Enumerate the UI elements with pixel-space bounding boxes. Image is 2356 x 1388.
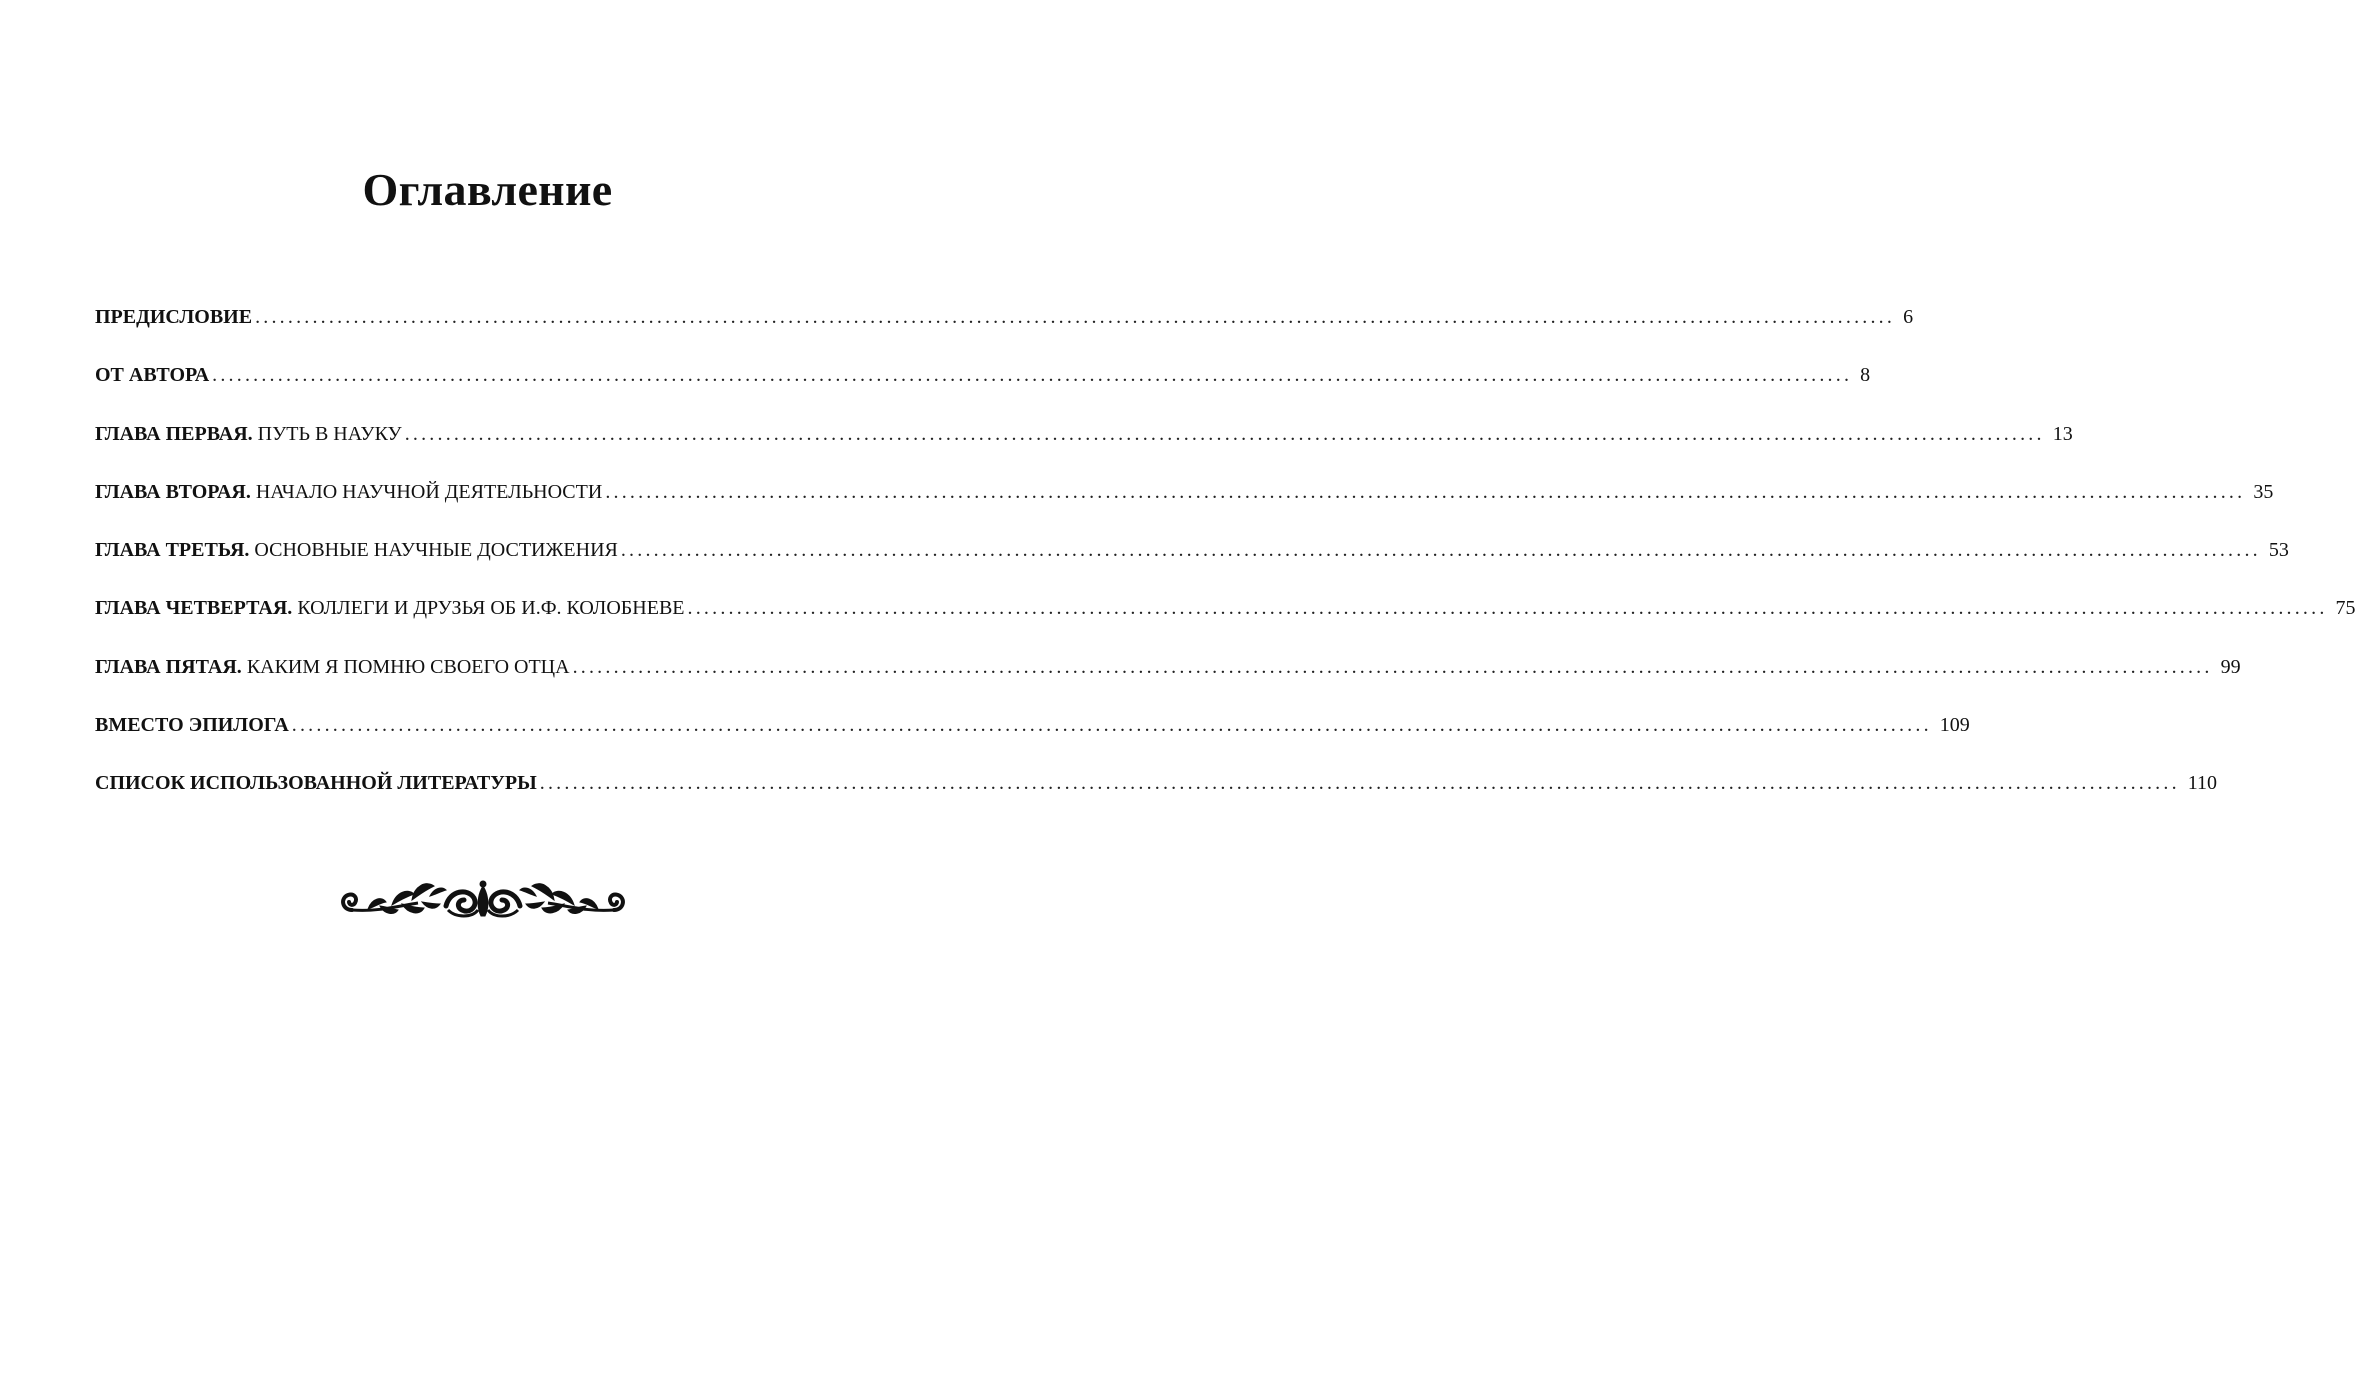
- toc-entry-from-author[interactable]: [95, 358, 1871, 416]
- right-curl: [610, 895, 623, 910]
- toc-entry-label: [95, 358, 209, 392]
- toc-entry-heading: ГЛАВА ВТОРАЯ.: [95, 480, 251, 503]
- center-right-curl: [491, 892, 520, 911]
- toc-entry-subtitle: КАКИМ Я ПОМНЮ СВОЕГО ОТЦА: [241, 655, 570, 678]
- toc-entry-chapter-1[interactable]: [95, 417, 2073, 475]
- dot-leader: ........................................................................................................................................................................................................: [539, 772, 2180, 795]
- center-dot: [480, 881, 486, 887]
- toc-entry-chapter-3[interactable]: [95, 533, 2289, 591]
- toc-entry-label: [95, 708, 289, 742]
- leaf: [526, 902, 544, 908]
- toc-entry-label: [95, 591, 685, 625]
- toc-page-number: 35: [2253, 480, 2274, 503]
- dot-leader: ........................................................................................................................................................................................................: [255, 306, 1896, 328]
- toc-entry-heading: СПИСОК ИСПОЛЬЗОВАННОЙ ЛИТЕРАТУРЫ: [95, 772, 537, 795]
- dot-leader: ........................................................................................................................................................................................................: [572, 655, 2213, 678]
- toc-entry-label: [95, 533, 618, 567]
- toc-entry-heading: ВМЕСТО ЭПИЛОГА: [95, 714, 289, 737]
- dot-leader: ........................................................................................................................................................................................................: [687, 597, 2328, 620]
- toc-entry-chapter-4[interactable]: [95, 591, 2356, 649]
- toc-entry-chapter-2[interactable]: [95, 475, 2274, 533]
- leaf: [412, 884, 434, 900]
- page-title: Оглавление: [362, 164, 613, 215]
- leaf: [422, 902, 440, 908]
- toc-entry-heading: ГЛАВА ЧЕТВЕРТАЯ.: [95, 597, 293, 620]
- toc-entry-heading: ГЛАВА ПЯТАЯ.: [95, 655, 242, 678]
- ornament-group: [343, 881, 623, 916]
- toc-entry-preface[interactable]: [95, 300, 1914, 358]
- table-of-contents: [95, 300, 2356, 825]
- leaf: [532, 884, 554, 900]
- dot-leader: ........................................................................................................................................................................................................: [212, 364, 1853, 387]
- left-curl: [343, 895, 356, 910]
- toc-page-number: 99: [2220, 655, 2241, 678]
- toc-entry-heading: ГЛАВА ПЕРВАЯ.: [95, 422, 253, 445]
- toc-page-number: 75: [2335, 597, 2356, 620]
- center-left-curl: [446, 892, 475, 911]
- toc-entry-subtitle: ОСНОВНЫЕ НАУЧНЫЕ ДОСТИЖЕНИЯ: [249, 539, 618, 562]
- floral-divider-icon: [338, 876, 628, 928]
- toc-page-number: 8: [1860, 364, 1871, 387]
- toc-entry-subtitle: НАЧАЛО НАУЧНОЙ ДЕЯТЕЛЬНОСТИ: [250, 480, 603, 503]
- toc-entry-subtitle: ПУТЬ В НАУКУ: [252, 422, 402, 445]
- toc-page-number: 13: [2052, 422, 2073, 445]
- toc-page-number: 110: [2187, 772, 2218, 795]
- dot-leader: ........................................................................................................................................................................................................: [620, 539, 2261, 562]
- toc-page-number: 6: [1903, 306, 1914, 328]
- center-finial: [478, 886, 488, 916]
- toc-entry-heading: ПРЕДИСЛОВИЕ: [95, 306, 253, 328]
- dot-leader: ........................................................................................................................................................................................................: [291, 714, 1932, 737]
- toc-entry-chapter-5[interactable]: [95, 650, 2241, 708]
- toc-entry-label: [95, 650, 570, 684]
- toc-entry-label: [95, 417, 402, 451]
- toc-page-number: 109: [1939, 714, 1970, 737]
- toc-entry-label: [95, 300, 252, 334]
- toc-entry-heading: ОТ АВТОРА: [95, 364, 210, 387]
- toc-page-number: 53: [2268, 539, 2289, 562]
- leaf: [402, 904, 424, 913]
- toc-entry-bibliography[interactable]: [95, 766, 2218, 824]
- dot-leader: ........................................................................................................................................................................................................: [605, 480, 2246, 503]
- toc-entry-heading: ГЛАВА ТРЕТЬЯ.: [95, 539, 250, 562]
- leaf: [520, 888, 536, 896]
- leaf: [430, 888, 446, 896]
- toc-entry-label: [95, 475, 602, 509]
- toc-entry-subtitle: КОЛЛЕГИ И ДРУЗЬЯ ОБ И.Ф. КОЛОБНЕВЕ: [292, 597, 685, 620]
- toc-entry-label: [95, 766, 537, 800]
- dot-leader: ........................................................................................................................................................................................................: [404, 422, 2045, 445]
- toc-entry-epilogue[interactable]: [95, 708, 1970, 766]
